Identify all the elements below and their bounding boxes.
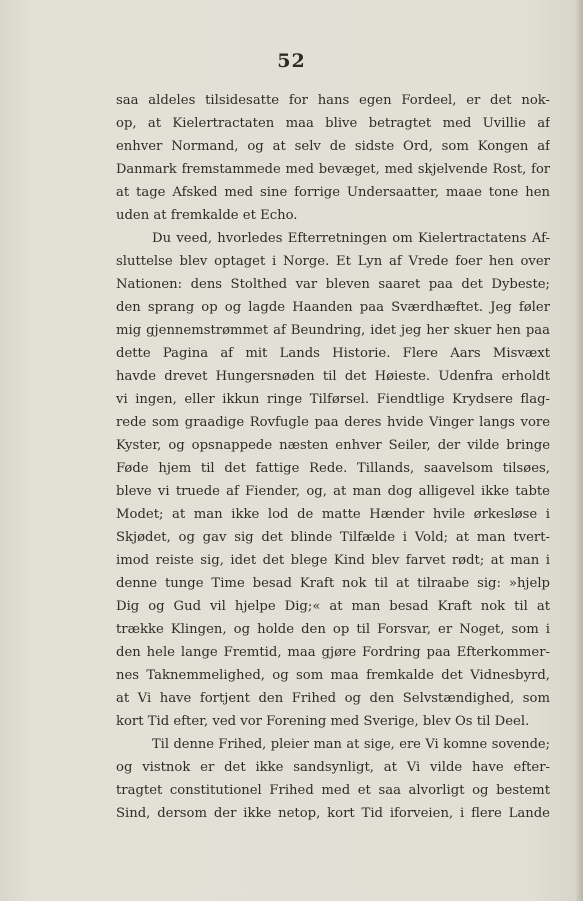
text-line: den sprang op og lagde Haanden paa Sværdhæftet. Jeg føler	[116, 300, 550, 315]
text-line: enhver Normand, og at selv de sidste Ord, som Kongen af	[116, 139, 550, 154]
text-line: havde drevet Hungersnøden til det Høieste. Udenfra erholdt	[116, 369, 550, 384]
text-line: Skjødet, og gav sig det blinde Tilfælde i Vold; at man tvert-	[116, 530, 550, 545]
text-line: op, at Kielertractaten maa blive betragtet med Uvillie af	[116, 116, 550, 131]
text-line: Nationen: dens Stolthed var bleven saaret paa det Dybeste;	[116, 277, 550, 292]
text-line: uden at fremkalde et Echo.	[116, 208, 298, 223]
page-number: 52	[277, 50, 306, 72]
text-line: kort Tid efter, ved vor Forening med Sverige, blev Os til Deel.	[116, 714, 530, 729]
text-line: tragtet constitutionel Frihed med et saa alvorligt og bestemt	[116, 783, 550, 798]
body-text	[116, 89, 550, 825]
text-line: den hele lange Fremtid, maa gjøre Fordring paa Efterkommer-	[116, 645, 550, 660]
page-edge-shadow	[575, 0, 583, 901]
text-line: og vistnok er det ikke sandsynligt, at Vi vilde have efter-	[116, 760, 550, 775]
text-line: Du veed, hvorledes Efterretningen om Kielertractatens Af-	[152, 231, 550, 246]
text-line: Sind, dersom der ikke netop, kort Tid iforveien, i flere Lande	[116, 806, 550, 821]
text-line: dette Pagina af mit Lands Historie. Flere Aars Misvæxt	[116, 346, 550, 361]
text-line: nes Taknemmelighed, og som maa fremkalde det Vidnesbyrd,	[116, 668, 550, 683]
text-line: Til denne Frihed, pleier man at sige, ere Vi komne sovende;	[152, 737, 550, 752]
text-line: bleve vi truede af Fiender, og, at man dog alligevel ikke tabte	[116, 484, 550, 499]
text-line: Danmark fremstammede med bevæget, med skjelvende Rost, for	[116, 162, 550, 177]
text-line: Kyster, og opsnappede næsten enhver Seiler, der vilde bringe	[116, 438, 550, 453]
text-line: Modet; at man ikke lod de matte Hænder hvile ørkesløse i	[116, 507, 550, 522]
text-line: Føde hjem til det fattige Rede. Tillands, saavelsom tilsøes,	[116, 461, 550, 476]
text-line: Dig og Gud vil hjelpe Dig;« at man besad Kraft nok til at	[116, 599, 550, 614]
text-line: at tage Afsked med sine forrige Undersaatter, maae tone hen	[116, 185, 550, 200]
text-line: vi ingen, eller ikkun ringe Tilførsel. Fiendtlige Krydsere flag-	[116, 392, 550, 407]
text-line: mig gjennemstrømmet af Beundring, idet jeg her skuer hen paa	[116, 323, 550, 338]
text-line: trække Klingen, og holde den op til Forsvar, er Noget, som i	[116, 622, 550, 637]
text-line: saa aldeles tilsidesatte for hans egen Fordeel, er det nok-	[116, 93, 550, 108]
text-line: sluttelse blev optaget i Norge. Et Lyn af Vrede foer hen over	[116, 254, 550, 269]
text-line: rede som graadige Rovfugle paa deres hvide Vinger langs vore	[116, 415, 550, 430]
text-line: imod reiste sig, idet det blege Kind blev farvet rødt; at man i	[116, 553, 550, 568]
text-line: at Vi have fortjent den Frihed og den Selvstændighed, som	[116, 691, 550, 706]
text-line: denne tunge Time besad Kraft nok til at tilraabe sig: »hjelp	[116, 576, 550, 591]
